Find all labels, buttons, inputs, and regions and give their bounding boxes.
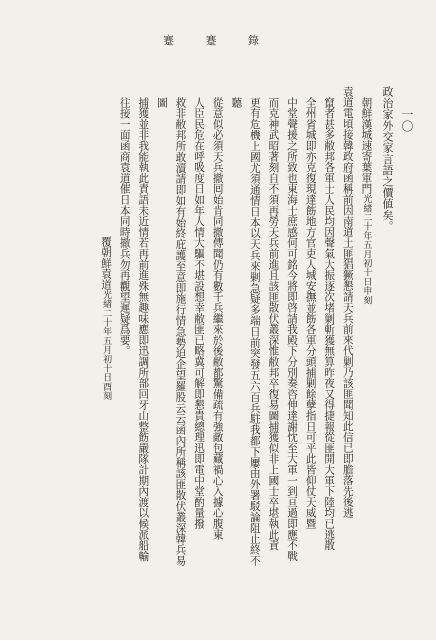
telegram-body-line: 捕獲並非我能執此責語未近情若再前進殊無趣味應即迅調所部回牙山整飭嚴隊計期內渡以候派船輸 — [137, 97, 150, 562]
telegram-body-line: 中堂聲援之所致也東海士庶感何可銘今將即啓請我殿下分別奏咨伸達謝忱至大軍一到亘過即應不戰 — [286, 97, 299, 562]
telegram-heading — [357, 86, 376, 566]
telegram-body-line: 全州省城即亦克復現達飭地方官吏人城安撫並飭各軍分頭捕剿餘孽指日可平此皆仰仗天威暨 — [304, 97, 317, 529]
page-body — [60, 86, 396, 566]
telegram-body-line: 竄者甚多敝邦各軍士人民均因聲氣大振逐次堵剿斬獲無算昨夜又得捷報從匪開大軍下陸均已逃散 — [323, 97, 336, 551]
page-header: 蹇 蹇 錄 — [163, 34, 273, 47]
reply-signature — [97, 86, 116, 566]
telegram-body-line: 往接一面函商袁道催日本同時撤兵勿再觀望遲疑爲要。 — [118, 97, 131, 357]
telegram-body-line: 從意似必須天兵撤囘始肯同撤傳聞仍有數千兵繼來於後敝都驚備疏有強敵包藏禍心入據心腹東 — [211, 97, 224, 540]
section-closing-line: 政治家外交家言語之價値矣。 — [381, 86, 394, 232]
telegram-body-line: 更有危機上國尤須通情日本以天兵來剿急疑多端日前突發五六百兵駐我都下屢由外署駁論阻止終不聽 — [230, 97, 261, 566]
reply-recipient: 覆朝鮮袁道 — [100, 236, 113, 290]
telegram-body-line: 人臣民危在呼吸度日如年人情大驅不堪設想幸敝匪已略冀可解即懇貴總理迅即電中堂酌量撥 — [193, 97, 206, 529]
telegram-body-line: 袁道電頃接韓政府函稱前因南道土匪猖獗懇請天兵前來代剿乃該匪聞知此信已即膽落先後逃 — [341, 86, 354, 518]
telegram-recipient: 朝鮮漢城速寄葉軍門 — [360, 97, 373, 195]
page-number: 一〇 — [400, 108, 414, 132]
reply-date: 光緖二十年五月初十日酉刻 — [101, 290, 112, 401]
telegram-body-line: 而克神武昭著刻自不須再勞天兵前進且該匪散伏叢深惟敝邦卒復易圖捕獲似非上國士卒堪執此責 — [267, 97, 280, 551]
telegram-date: 光緖二十年五月初十日申刻 — [361, 194, 372, 305]
telegram-body-line: 救非敝邦所敢瀆請即如有始終庇護至意即施行情急勢迫企望羅股云云函內所稱該匪散伏叢深韓兵易圖 — [155, 97, 187, 566]
